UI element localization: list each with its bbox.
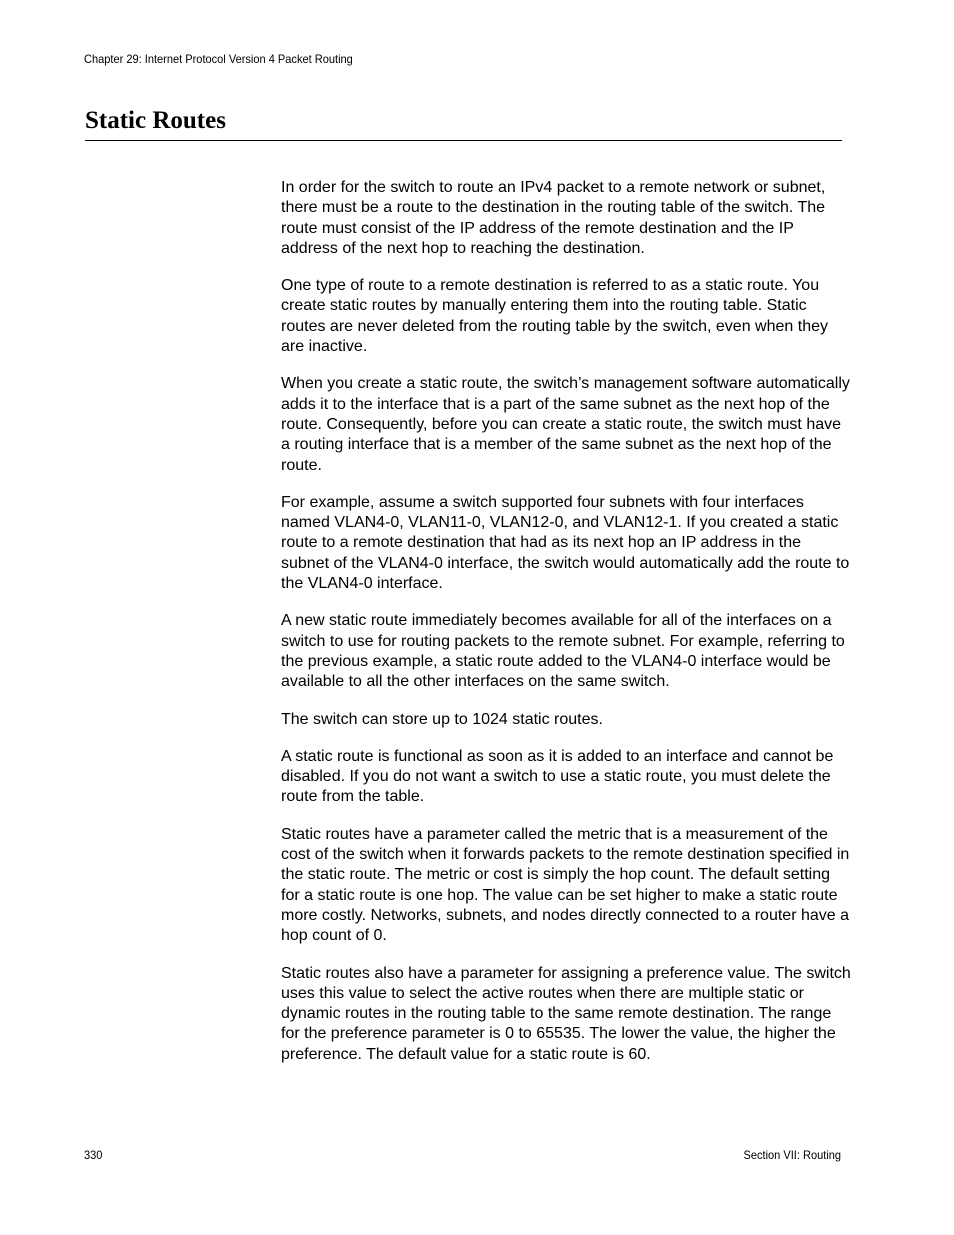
paragraph: A new static route immediately becomes available for all of the interfaces on a switch to use for routing packets to the remote subnet. For example, referring to the previous example, a static route added to the VLAN4-0 interface would be available to all the other interfaces on the same switch. bbox=[281, 612, 845, 691]
paragraph: One type of route to a remote destination is referred to as a static route. You create static routes by manually entering them into the routing table. Static routes are never deleted from the routing table by the switch, even when they are inactive. bbox=[281, 277, 828, 356]
paragraph: Static routes also have a parameter for assigning a preference value. The switch uses this value to select the active routes when there are multiple static or dynamic routes in the routing table to the same remote destination. The range for the preference parameter is 0 to 65535. The lower the value, the higher the preference. The default value for a static route is 60. bbox=[281, 964, 851, 1063]
section-title: Static Routes bbox=[85, 107, 226, 134]
paragraph: Static routes have a parameter called the metric that is a measurement of the cost of the switch when it forwards packets to the remote destination specified in the static route. The metric or cost is simply the hop count. The default setting for a static route is one hop. The value can be set higher to make a static route more costly. Networks, subnets, and nodes directly connected to a router have a hop count of 0. bbox=[281, 825, 850, 945]
paragraph: In order for the switch to route an IPv4 packet to a remote network or subnet, there must be a route to the destination in the routing table of the switch. The route must consist of the IP address of the remote destination and the IP address of the next hop to reaching the destination. bbox=[281, 179, 826, 257]
running-footer: Section VII: Routing bbox=[743, 1148, 841, 1162]
page-number: 330 bbox=[84, 1148, 103, 1162]
paragraph: When you create a static route, the switch’s management software automatically adds it to the interface that is a part of the same subnet as the next hop of the route. Consequently, before you can create a static route, the switch must have a routing interface that is a member of the same subnet as the next hop of the route. bbox=[281, 375, 850, 474]
paragraph: The switch can store up to 1024 static routes. bbox=[281, 710, 603, 728]
paragraph: For example, assume a switch supported four subnets with four interfaces named VLAN4-0, VLAN11-0, VLAN12-0, and VLAN12-1. If you created a static route to a remote destination that had as its next hop an IP address in the subnet of the VLAN4-0 interface, the switch would automatically add the route to the VLAN4-0 interface. bbox=[281, 493, 850, 593]
title-rule bbox=[85, 140, 842, 141]
running-header: Chapter 29: Internet Protocol Version 4 Packet Routing bbox=[84, 52, 353, 66]
paragraph: A static route is functional as soon as it is added to an interface and cannot be disabled. If you do not want a switch to use a static route, you must delete the route from the table. bbox=[281, 747, 834, 806]
body-text bbox=[281, 178, 851, 1082]
